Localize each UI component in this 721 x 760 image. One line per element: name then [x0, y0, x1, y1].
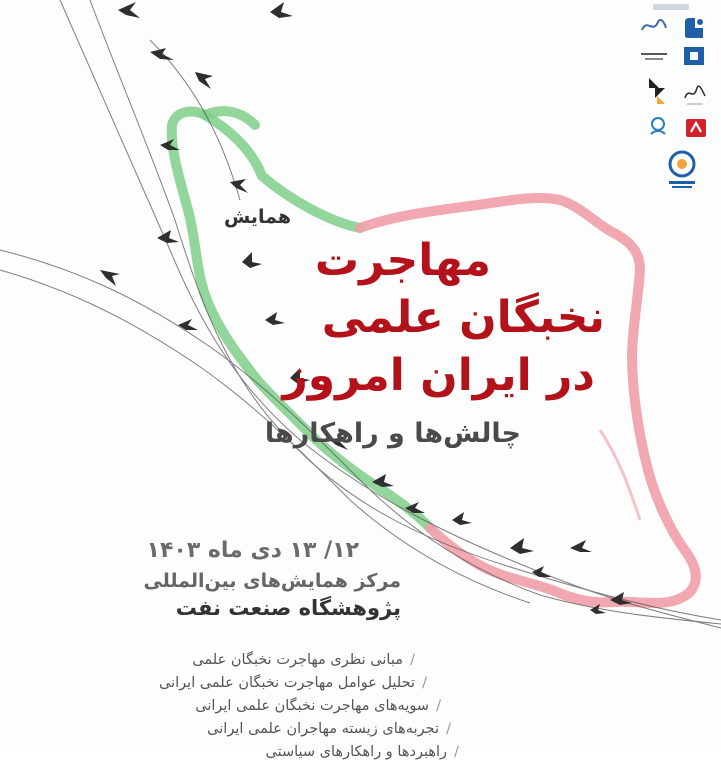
venue-line-2: پژوهشگاه صنعت نفت [175, 596, 401, 620]
partner-logo-script-icon [639, 14, 669, 38]
bird [157, 230, 179, 243]
bird [118, 2, 140, 18]
partner-logo-aja-icon [683, 116, 709, 140]
title-line-1: مهاجرت [314, 235, 491, 286]
bird [150, 48, 174, 60]
partner-logo-calligraphy-icon [681, 78, 709, 108]
bird [570, 540, 592, 552]
topic-item: / سویه‌های مهاجرت نخبگان علمی ایرانی [195, 698, 441, 714]
partner-logo-blue-mark-icon [681, 14, 709, 42]
partner-logos-column [603, 0, 713, 200]
bird [452, 512, 472, 525]
bird [510, 538, 534, 554]
partner-logo-flower-icon [643, 112, 673, 142]
bird [100, 270, 120, 286]
bird [178, 319, 198, 330]
title-line-3: در ایران امروز [282, 350, 595, 401]
map-south-red [600, 430, 640, 520]
topic-item: / راهبردها و راهکارهای سیاستی [266, 744, 459, 760]
venue-line-1: مرکز همایش‌های بین‌المللی [143, 570, 401, 592]
topic-item: / تحلیل عوامل مهاجرت نخبگان علمی ایرانی [159, 675, 427, 691]
partner-logo-blue-square-icon [681, 44, 707, 68]
topic-item: / تجربه‌های زیسته مهاجران علمی ایرانی [207, 721, 451, 737]
bird [265, 312, 285, 325]
bird [270, 2, 293, 18]
partner-logo-top-icon [651, 2, 691, 14]
partner-logo-text-icon [639, 48, 669, 64]
topic-item: / مبانی نظری مهاجرت نخبگان علمی [192, 652, 415, 668]
title-line-2: نخبگان علمی [321, 292, 605, 343]
bird [195, 72, 213, 89]
event-kicker: همایش [223, 206, 291, 228]
event-date: ۱۲/ ۱۳ دی ماه ۱۴۰۳ [146, 538, 359, 563]
bird [242, 252, 262, 268]
event-subtitle: چالش‌ها و راهکارها [264, 418, 521, 449]
partner-logo-circular-seal-icon [665, 148, 699, 192]
partner-logo-pinwheel-icon [643, 74, 671, 108]
bird [230, 179, 248, 193]
